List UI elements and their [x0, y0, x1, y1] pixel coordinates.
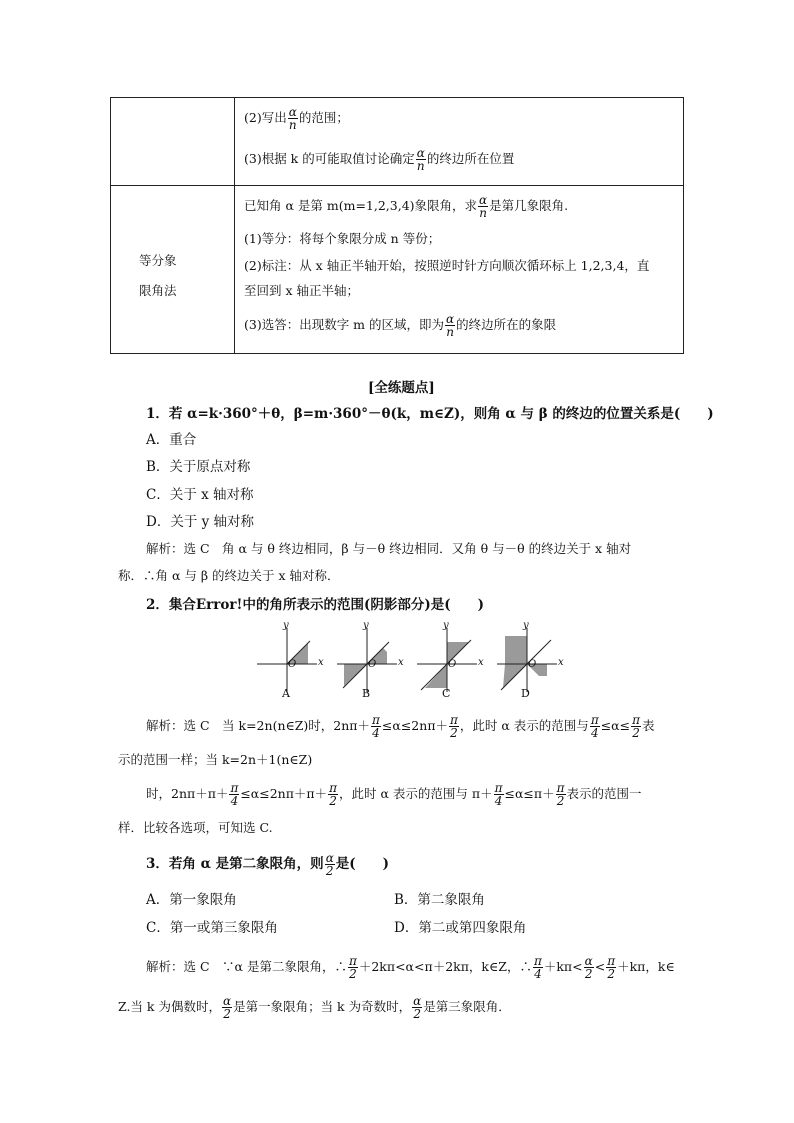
step-2: (2)写出 $\frac{\alpha}{n}$ 的范围； — [244, 105, 349, 132]
diagram-a — [257, 628, 317, 692]
q2-stem: 2．集合Error!中的角所表示的范围(阴影部分)是( ) — [146, 597, 485, 613]
q2-solution-line4: 样．比较各选项，可知选 C. — [118, 820, 273, 835]
axis-x-c: x — [478, 657, 484, 668]
origin-b: O — [368, 659, 377, 670]
section-title: [全练题点] — [368, 380, 435, 396]
q3-solution-line2: Z.当 k 为偶数时， $\frac{\alpha}{2}$ 是第一象限角；当 k 为奇数时， $\frac{\alpha}{2}$ 是第三象限角． — [118, 994, 511, 1021]
q1-solution-line2: 称．∴角 α 与 β 的终边关于 x 轴对称． — [118, 568, 340, 583]
diagram-label-b: B — [362, 687, 371, 700]
q1-option-c: C．关于 x 轴对称 — [146, 487, 254, 503]
q3-solution-line1: 解析：选 C ∵α 是第二象限角，∴ $\frac{\pi}{2}$ ＋2kπ<α<π＋2kπ，k∈Z，∴ $\frac{\pi}{4}$ ＋kπ< $\frac{\alpha}{2}$ < $\frac{\pi}{2}$ ＋kπ，k∈ — [146, 954, 675, 981]
origin-d: O — [528, 659, 537, 670]
q3-option-d: D．第二或第四象限角 — [394, 920, 527, 936]
method-intro: 已知角 α 是第 m(m=1,2,3,4)象限角，求 $\frac{\alpha}{n}$ 是第几象限角. — [244, 193, 569, 220]
q1-option-b: B．关于原点对称 — [146, 459, 251, 475]
method-step-1: (1)等分：将每个象限分成 n 等份； — [244, 231, 441, 246]
origin-c: O — [448, 659, 457, 670]
diagram-c — [417, 628, 477, 692]
axis-y-d: y — [523, 620, 529, 631]
q2-diagrams — [255, 620, 565, 702]
table-divider-vertical — [234, 98, 235, 353]
axis-y-c: y — [443, 620, 449, 631]
origin-a: O — [288, 659, 297, 670]
diagram-d — [497, 628, 557, 692]
q2-solution-line2: 示的范围一样；当 k=2n＋1(n∈Z) — [118, 752, 313, 767]
q3-option-b: B．第二象限角 — [394, 892, 485, 908]
method-step-3: (3)选答：出现数字 m 的区域，即为 $\frac{\alpha}{n}$ 的终边所在的象限 — [244, 312, 557, 339]
q3-option-c: C．第一或第三象限角 — [146, 920, 278, 936]
table-divider-horizontal — [111, 185, 683, 186]
axis-x-d: x — [558, 657, 564, 668]
diagram-label-a: A — [282, 687, 290, 700]
q1-option-d: D．关于 y 轴对称 — [146, 514, 255, 530]
method-table — [110, 97, 684, 354]
q2-solution-line3: 时，2nπ＋π＋ $\frac{\pi}{4}$ ≤α≤2nπ＋π＋ $\frac{\pi}{2}$ ，此时 α 表示的范围与 π＋ $\frac{\pi}{4}$ ≤α≤π＋ $\frac{\pi}{2}$ 表示的范围一 — [146, 781, 642, 808]
step-3: (3)根据 k 的可能取值讨论确定 $\frac{\alpha}{n}$ 的终边所在位置 — [244, 146, 515, 173]
q3-stem: 3．若角 α 是第二象限角，则 $\frac{\alpha}{2}$ 是( ) — [146, 851, 390, 878]
method-name: 等分象 限角法 — [139, 253, 177, 298]
q3-option-a: A．第一象限角 — [146, 892, 237, 908]
q2-solution-line1: 解析：选 C 当 k=2n(n∈Z)时，2nπ＋ $\frac{\pi}{4}$ ≤α≤2nπ＋ $\frac{\pi}{2}$ ，此时 α 表示的范围与 $\frac{\pi}{4}$ ≤α≤ $\frac{\pi}{2}$ 表 — [146, 713, 655, 740]
diagram-label-c: C — [442, 687, 451, 700]
diagram-label-d: D — [521, 687, 530, 700]
axis-y-b: y — [363, 620, 369, 631]
method-step-2-line2: 至回到 x 轴正半轴； — [244, 283, 359, 298]
axis-y-a: y — [283, 620, 289, 631]
method-step-2-line1: (2)标注：从 x 轴正半轴开始，按照逆时针方向顺次循环标上 1,2,3,4，直 — [244, 258, 650, 273]
q1-option-a: A．重合 — [146, 432, 197, 448]
axis-x-b: x — [398, 657, 404, 668]
q1-stem: 1．若 α=k·360°＋θ，β=m·360°－θ(k，m∈Z)，则角 α 与 β 的终边的位置关系是( ) — [146, 406, 714, 422]
diagram-b — [337, 628, 397, 692]
q1-solution-line1: 解析：选 C 角 α 与 θ 终边相同，β 与－θ 终边相同．又角 θ 与－θ 的终边关于 x 轴对 — [146, 541, 632, 556]
axis-x-a: x — [318, 657, 324, 668]
